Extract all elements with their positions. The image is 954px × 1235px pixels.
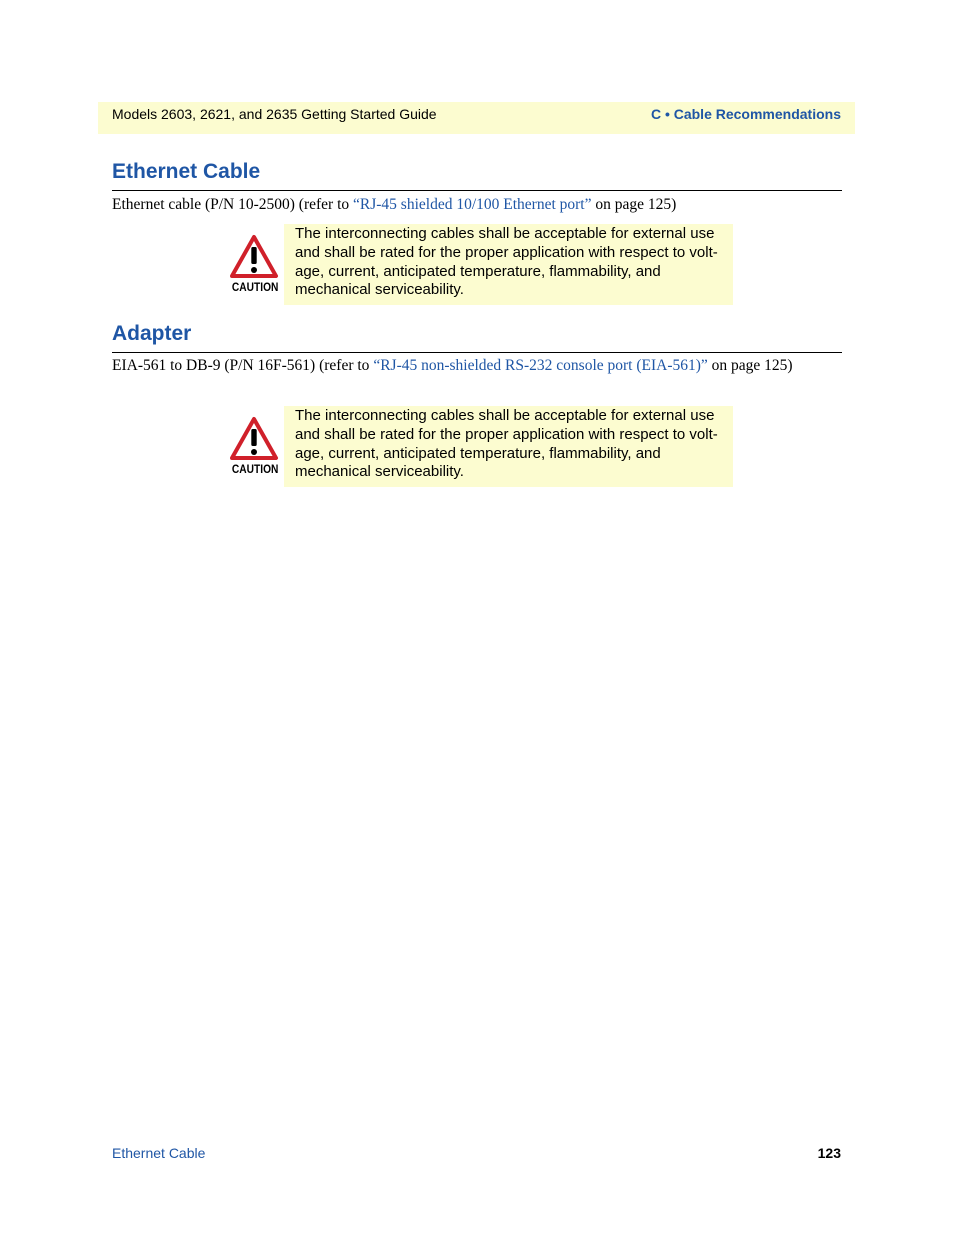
section-body-ethernet-cable — [112, 194, 812, 215]
caution-triangle-icon — [228, 233, 280, 279]
header-chapter-title: C • Cable Recommendations — [650, 106, 841, 122]
cross-reference-link[interactable]: “RJ-45 non-shielded RS-232 console port (EIA-561)” — [373, 357, 708, 374]
caution-note: The interconnecting cables shall be acceptable for external use and shall be rated for the proper application with respect to volt-age, current, anticipated temperature, flammability, and mechanical serviceability. — [284, 406, 733, 487]
header-guide-title: Models 2603, 2621, and 2635 Getting Started Guide — [112, 106, 437, 122]
caution-note: The interconnecting cables shall be acceptable for external use and shall be rated for the proper application with respect to volt-age, current, anticipated temperature, flammability, and mechanical serviceability. — [284, 224, 733, 305]
caution-icon-block — [228, 233, 280, 299]
section-rule — [112, 190, 842, 191]
section-heading-adapter: Adapter — [112, 322, 192, 345]
caution-label: CAUTION — [231, 462, 279, 476]
caution-icon-block — [228, 415, 280, 481]
body-text: on page 125) — [707, 357, 793, 374]
cross-reference-link[interactable]: “RJ-45 shielded 10/100 Ethernet port” — [353, 196, 592, 213]
footer-section-title: Ethernet Cable — [112, 1145, 206, 1161]
caution-triangle-icon — [228, 415, 280, 461]
body-text: Ethernet cable (P/N 10-2500) (refer to — [112, 196, 354, 213]
caution-label: CAUTION — [231, 280, 279, 294]
page-number: 123 — [817, 1145, 841, 1161]
body-text: on page 125) — [591, 196, 677, 213]
body-text: EIA-561 to DB-9 (P/N 16F-561) (refer to — [112, 357, 374, 374]
section-heading-ethernet-cable: Ethernet Cable — [112, 160, 261, 183]
section-rule — [112, 352, 842, 353]
section-body-adapter — [112, 355, 802, 376]
